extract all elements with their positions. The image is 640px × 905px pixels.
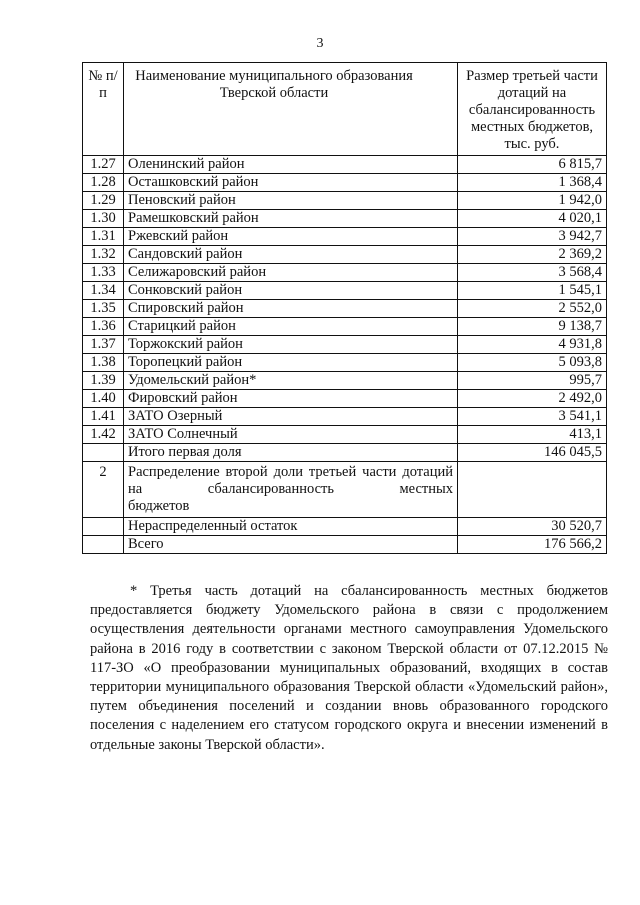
row-name (124, 462, 458, 518)
table-row (83, 300, 607, 318)
row-num: 1.33 (83, 264, 124, 282)
row-name: Итого первая доля (124, 444, 458, 462)
table-row (83, 318, 607, 336)
row-num: 2 (83, 462, 124, 518)
row-num: 1.31 (83, 228, 124, 246)
row-name: Пеновский район (124, 192, 458, 210)
row-num: 1.40 (83, 390, 124, 408)
total-row (83, 536, 607, 554)
row-value: 2 552,0 (458, 300, 607, 318)
row-value: 30 520,7 (458, 518, 607, 536)
remainder-row (83, 518, 607, 536)
row-num: 1.29 (83, 192, 124, 210)
section2-text: Распределение второй доли третьей части дотаций на сбалансированность местных (128, 464, 453, 497)
row-num: 1.41 (83, 408, 124, 426)
section2-text-last: бюджетов (128, 498, 190, 514)
row-num (83, 518, 124, 536)
row-value (458, 462, 607, 518)
row-num: 1.35 (83, 300, 124, 318)
row-name: Селижаровский район (124, 264, 458, 282)
row-value: 2 492,0 (458, 390, 607, 408)
header-value: Размер третьей части дотаций на сбалансированность местных бюджетов, тыс. руб. (458, 63, 607, 156)
row-value: 2 369,2 (458, 246, 607, 264)
row-num: 1.36 (83, 318, 124, 336)
row-name: Рамешковский район (124, 210, 458, 228)
row-name: Ржевский район (124, 228, 458, 246)
header-num: № п/п (83, 63, 124, 156)
table-row (83, 210, 607, 228)
row-value: 1 545,1 (458, 282, 607, 300)
row-name: Старицкий район (124, 318, 458, 336)
row-value: 146 045,5 (458, 444, 607, 462)
row-num: 1.34 (83, 282, 124, 300)
row-name: ЗАТО Озерный (124, 408, 458, 426)
header-name-text: Наименование муниципального образования Тверской области (135, 68, 413, 101)
row-value: 9 138,7 (458, 318, 607, 336)
subtotal-row (83, 444, 607, 462)
table-row (83, 282, 607, 300)
row-name: Удомельский район* (124, 372, 458, 390)
row-name: Нераспределенный остаток (124, 518, 458, 536)
table-row (83, 264, 607, 282)
table-row (83, 246, 607, 264)
row-value: 176 566,2 (458, 536, 607, 554)
row-num: 1.27 (83, 156, 124, 174)
row-value: 5 093,8 (458, 354, 607, 372)
footnote: * Третья часть дотаций на сбалансированность местных бюджетов предоставляется бюджету Удомельского района в связи с продолжением осуществления деятельности органами местного самоуправления Удомельского района в 2016 году в соответствии с законом Тверской области от 07.12.2015 № 117-ЗО «О преобразовании муниципальных образований, входящих в состав территории муниципального образования Тверской области «Удомельский район», путем объединения поселений и создании вновь образованного городского поселения с наделением его статусом городского округа и внесении изменений в отдельные законы Тверской области». (90, 583, 608, 753)
table-row (83, 408, 607, 426)
header-name (124, 63, 458, 156)
table-row (83, 426, 607, 444)
row-num (83, 536, 124, 554)
row-value: 3 541,1 (458, 408, 607, 426)
table-header-row (83, 63, 607, 156)
page-number: 3 (316, 36, 324, 51)
row-name: Всего (124, 536, 458, 554)
row-num: 1.39 (83, 372, 124, 390)
row-value: 995,7 (458, 372, 607, 390)
row-value: 413,1 (458, 426, 607, 444)
row-num: 1.42 (83, 426, 124, 444)
table-row (83, 336, 607, 354)
row-value: 6 815,7 (458, 156, 607, 174)
row-name: Сандовский район (124, 246, 458, 264)
row-name: Оленинский район (124, 156, 458, 174)
row-value: 1 368,4 (458, 174, 607, 192)
table-row (83, 228, 607, 246)
row-name: Торопецкий район (124, 354, 458, 372)
row-num: 1.37 (83, 336, 124, 354)
table-row (83, 390, 607, 408)
row-name: ЗАТО Солнечный (124, 426, 458, 444)
row-num: 1.32 (83, 246, 124, 264)
row-num: 1.38 (83, 354, 124, 372)
row-name: Спировский район (124, 300, 458, 318)
subsidy-table (82, 62, 607, 554)
row-name: Фировский район (124, 390, 458, 408)
row-value: 3 942,7 (458, 228, 607, 246)
table-row (83, 192, 607, 210)
table-row (83, 174, 607, 192)
table-row (83, 372, 607, 390)
row-value: 4 931,8 (458, 336, 607, 354)
row-value: 4 020,1 (458, 210, 607, 228)
section2-row (83, 462, 607, 518)
row-num (83, 444, 124, 462)
row-name: Торжокский район (124, 336, 458, 354)
row-num: 1.28 (83, 174, 124, 192)
row-num: 1.30 (83, 210, 124, 228)
row-name: Осташковский район (124, 174, 458, 192)
row-value: 3 568,4 (458, 264, 607, 282)
table-row (83, 156, 607, 174)
row-value: 1 942,0 (458, 192, 607, 210)
table-row (83, 354, 607, 372)
row-name: Сонковский район (124, 282, 458, 300)
